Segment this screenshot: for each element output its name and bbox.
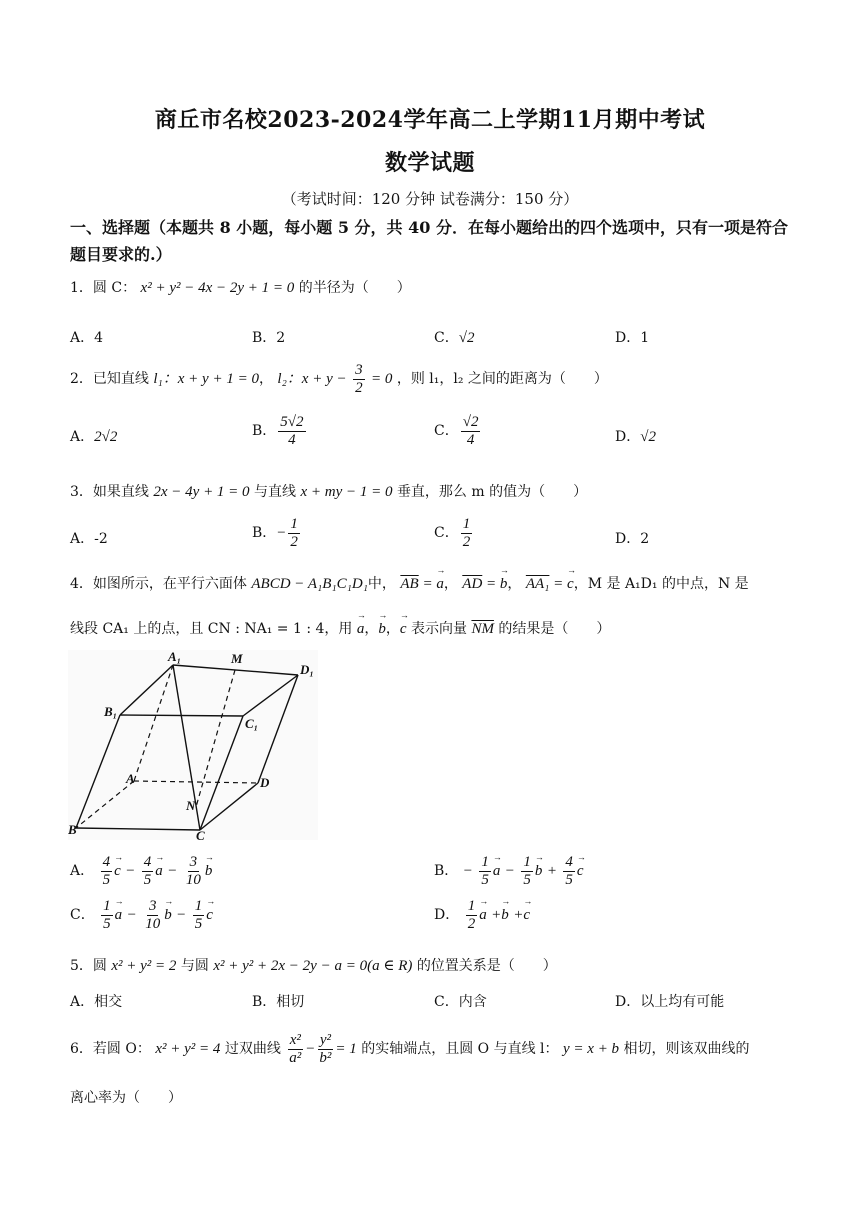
label-m: M (231, 651, 243, 666)
label-d: D (260, 775, 270, 790)
label-b: B (68, 822, 77, 837)
question-4-line-2: 线段 CA₁ 上的点，且 CN : NA₁ = 1 : 4，用 a →，b →，c → 表示向量 $\overline{NM}$ 的结果是（ ） (70, 618, 610, 638)
label-c: C (196, 828, 205, 840)
parallelepiped-figure (68, 650, 318, 840)
edge-a1-b1 (120, 665, 173, 715)
q3-option-c: C． $\frac{1}{2}$ (434, 516, 471, 550)
q1-option-b: B．2 (252, 330, 286, 346)
section-heading: 一、选择题（本题共 8 小题，每小题 5 分，共 40 分．在每小题给出的四个选项中，只有一项是符合题目要求的.） (70, 218, 788, 264)
q2-option-d: D．√2 (615, 429, 656, 445)
label-n: N (186, 798, 196, 813)
edge-b-c (76, 828, 200, 830)
q1-option-c: C．√2 (434, 330, 475, 346)
label-b1: B₁ (104, 704, 118, 719)
edge-b1-b (76, 715, 120, 828)
q3-option-b: B．− $\frac{1}{2}$ (252, 516, 298, 550)
q1-option-a: A．4 (70, 330, 104, 346)
segment-m-n-hidden (196, 670, 235, 807)
parallelepiped-diagram (68, 650, 318, 840)
q5-option-b: B．相切 (252, 994, 305, 1010)
q3-option-a: A．-2 (70, 531, 108, 547)
q2-option-c: C． $\frac{√2}{4}$ (434, 414, 479, 448)
edge-a-d-hidden (134, 781, 258, 783)
exam-meta: （考试时间：120 分钟 试卷满分：150 分） (281, 190, 579, 208)
question-5: 5．圆 x² + y² = 2 与圆 x² + y² + 2x − 2y − a = 0(a ∈ R) 的位置关系是（ ） (70, 958, 557, 974)
q4-option-d: D． $\frac{1}{2}$ a → +b → +c → (434, 898, 530, 932)
q4-option-b: B． − $\frac{1}{5}$ a → − $\frac{1}{5}$ b → + $\frac{4}{5}$ c → (434, 854, 584, 888)
question-1: 1．圆 C： x² + y² − 4x − 2y + 1 = 0 的半径为（ ） (70, 280, 411, 296)
exam-title: 商丘市名校2023-2024学年高二上学期11月期中考试 (154, 107, 706, 133)
label-d1: D₁ (300, 662, 314, 677)
label-a1: A₁ (168, 650, 182, 664)
edge-d1-d (258, 675, 298, 783)
question-3: 3．如果直线 2x − 4y + 1 = 0 与直线 x + my − 1 = 0 垂直，那么 m 的值为（ ） (70, 484, 588, 500)
exam-subtitle: 数学试题 (384, 150, 475, 176)
question-2: 2．已知直线 l₁：x + y + 1 = 0， l₂：x + y − $\frac{3}{2}$ = 0 ，则 l₁，l₂ 之间的距离为（ ） (70, 362, 608, 396)
q2-option-b: B． $\frac{5√2}{4}$ (252, 414, 304, 448)
q5-option-d: D．以上均有可能 (615, 994, 725, 1010)
edge-a1-a-hidden (134, 665, 173, 781)
q5-option-a: A．相交 (70, 994, 123, 1010)
q3-option-d: D．2 (615, 531, 650, 547)
q5-option-c: C．内含 (434, 994, 487, 1010)
q4-option-a: A． $\frac{4}{5}$ c → − $\frac{4}{5}$ a → − $\frac{3}{10}$ b → (70, 854, 212, 888)
question-6-line-1: 6．若圆 O： x² + y² = 4 过双曲线 $\frac{\text{x²}}{\text{a²}}$ − $\frac{\text{y²}}{\text{b²}}$ = 1 的实轴端点，且圆 O 与直线 l： y = x + b 相切，则该双曲线的 (70, 1032, 750, 1066)
edge-a1-d1 (173, 665, 298, 675)
label-a: A (126, 771, 135, 786)
q1-equation: x² + y² − 4x − 2y + 1 = 0 (140, 280, 295, 296)
question-6-line-2: 离心率为（ ） (70, 1090, 182, 1106)
label-c1: C₁ (245, 716, 259, 731)
q1-option-d: D．1 (615, 330, 650, 346)
q4-option-c: C． $\frac{1}{5}$ a → − $\frac{3}{10}$ b → − $\frac{1}{5}$ c → (70, 898, 213, 932)
question-4-line-1: 4．如图所示，在平行六面体 ABCD − A₁B₁C₁D₁中， $\overline{AB} = a$ →， $\overline{AD} = b$ →， AA₁ = c →，M 是 A₁D₁ 的中点，N 是 (70, 573, 749, 593)
q2-option-a: A．2√2 (70, 429, 118, 445)
